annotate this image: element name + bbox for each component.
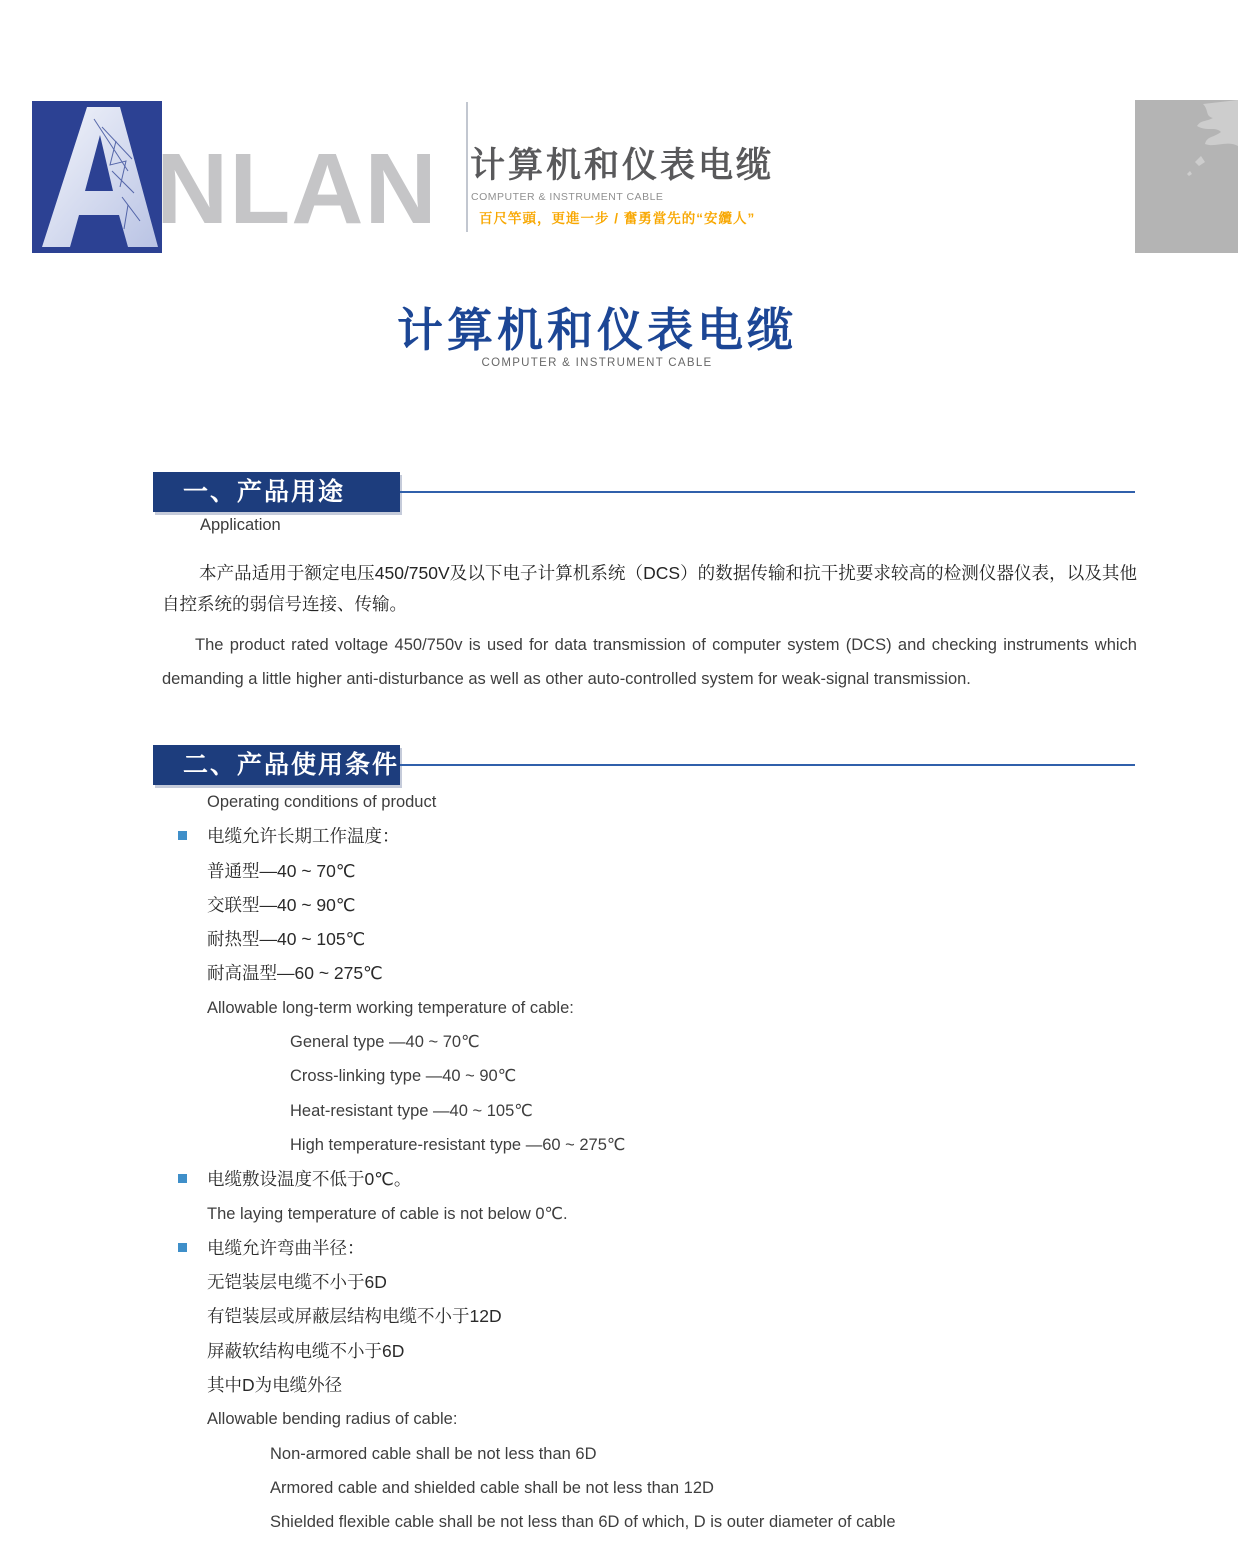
bending-radius-line-cn: 屏蔽软结构电缆不小于6D <box>207 1340 405 1361</box>
section-heading-conditions: 二、产品使用条件 <box>153 745 400 785</box>
bullet-label: 电缆允许弯曲半径： <box>207 1237 365 1258</box>
temperature-line-cn: 耐热型—40 ~ 105℃ <box>207 929 366 950</box>
application-paragraph-en: The product rated voltage 450/750v is used for data transmission of computer system (DCS) and checking instruments which demanding a little higher anti-disturbance as well as other auto-controlled system for weak-signal transmission. <box>162 636 1137 688</box>
bending-radius-line-cn: 无铠装层电缆不小于6D <box>207 1272 387 1293</box>
bending-radius-line-cn: 其中D为电缆外径 <box>207 1375 343 1396</box>
bullet-square-icon <box>178 1174 187 1183</box>
bullet-square-icon <box>178 1243 187 1252</box>
bending-radius-line-en: Non-armored cable shall be not less than 6D <box>270 1444 597 1463</box>
bullet-item-temperature <box>0 819 1238 853</box>
bending-radius-line-en: Armored cable and shielded cable shall be not less than 12D <box>270 1478 714 1497</box>
bullet-item-bending-radius <box>0 1231 1238 1265</box>
laying-temperature-en: The laying temperature of cable is not below 0℃. <box>207 1204 568 1223</box>
header-product-line-en: COMPUTER & INSTRUMENT CABLE <box>471 191 664 203</box>
operating-conditions-list <box>0 785 1238 1540</box>
section-subheading-application-en: Application <box>200 516 281 534</box>
temperature-line-cn: 交联型—40 ~ 90℃ <box>207 894 356 915</box>
bullet-label: 电缆允许长期工作温度： <box>207 826 400 847</box>
bullet-square-icon <box>178 831 187 840</box>
bending-radius-line-cn: 有铠装层或屏蔽层结构电缆不小于12D <box>207 1306 502 1327</box>
leaf-decoration-icon <box>1135 100 1238 253</box>
temperature-line-en: General type —40 ~ 70℃ <box>290 1033 480 1052</box>
corner-decoration <box>1135 100 1238 253</box>
page-title-en: COMPUTER & INSTRUMENT CABLE <box>481 357 713 369</box>
section-subheading-conditions-en: Operating conditions of product <box>207 793 437 811</box>
bending-radius-line-en: Shielded flexible cable shall be not less than 6D of which, D is outer diameter of cable <box>270 1513 896 1532</box>
bending-radius-label-en: Allowable bending radius of cable: <box>207 1410 458 1429</box>
header-divider <box>466 102 468 232</box>
header-tagline: 百尺竿頭，更進一步 / 奮勇當先的“安纜人” <box>479 211 756 226</box>
application-paragraph-cn: 本产品适用于额定电压450/750V及以下电子计算机系统（DCS）的数据传输和抗干扰要求较高的检测仪器仪表，以及其他自控系统的弱信号连接、传输。 <box>162 563 1137 614</box>
page-title-cn: 计算机和仪表电缆 <box>397 304 797 356</box>
temperature-line-en: Cross-linking type —40 ~ 90℃ <box>290 1067 517 1086</box>
bullet-label: 电缆敷设温度不低于0℃。 <box>207 1169 412 1190</box>
temperature-label-en: Allowable long-term working temperature of cable: <box>207 998 574 1017</box>
section-rule <box>400 491 1135 493</box>
logo-wordmark: NLAN <box>156 133 438 245</box>
temperature-line-cn: 普通型—40 ~ 70℃ <box>207 860 356 881</box>
section-heading-application: 一、产品用途 <box>153 472 400 512</box>
temperature-line-en: High temperature-resistant type —60 ~ 275℃ <box>290 1135 626 1154</box>
temperature-line-cn: 耐高温型—60 ~ 275℃ <box>207 963 383 984</box>
temperature-line-en: Heat-resistant type —40 ~ 105℃ <box>290 1101 533 1120</box>
header-product-line-cn: 计算机和仪表电缆 <box>470 146 775 185</box>
section-rule <box>400 764 1135 766</box>
anlan-logo-mark-icon <box>32 101 162 253</box>
bullet-item-laying-temperature <box>0 1162 1238 1196</box>
